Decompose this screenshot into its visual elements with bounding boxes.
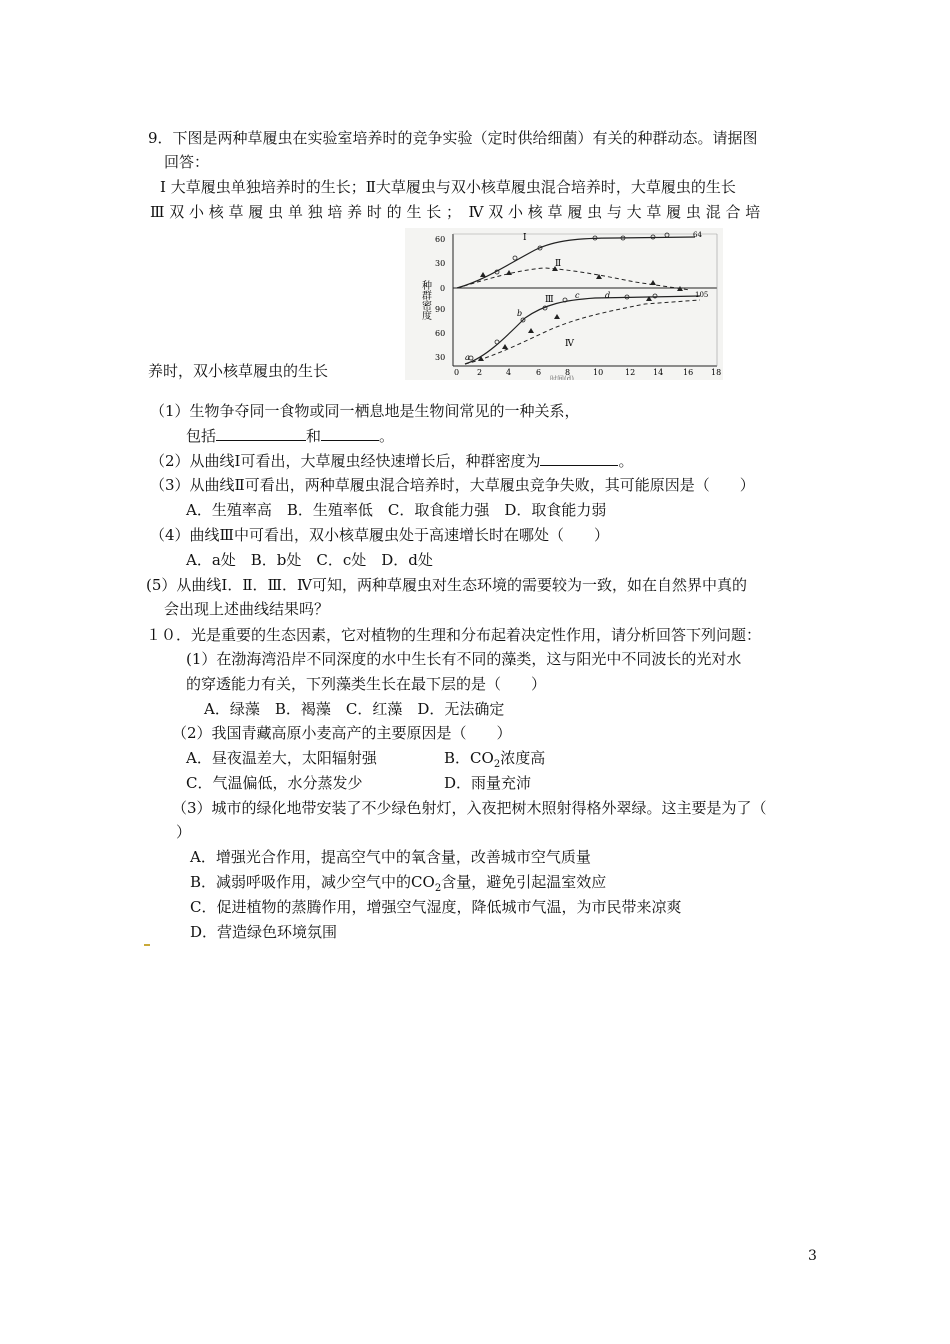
point-label-a: a xyxy=(465,353,470,362)
tick-top-60: 60 xyxy=(435,235,446,244)
tick-bottom-30: 30 xyxy=(435,353,446,362)
q9-sub2-end: 。 xyxy=(618,452,634,470)
q10-part1-line2: 的穿透能力有关，下列藻类生长在最下层的是（ ） xyxy=(186,675,547,693)
tick-top-30: 30 xyxy=(435,259,446,268)
option-text: 浓度高 xyxy=(500,749,546,767)
x-tick: 2 xyxy=(477,368,483,377)
point-label-c: c xyxy=(575,291,580,300)
curve-III-points xyxy=(469,294,657,360)
q9-sub1-line1: （1）生物争夺同一食物或同一栖息地是生物间常见的一种关系， xyxy=(150,402,580,420)
page-number: 3 xyxy=(808,1248,817,1264)
population-graph-svg xyxy=(405,228,723,380)
curve-label-II: Ⅱ xyxy=(555,259,562,269)
x-axis-label: 时间(d) xyxy=(550,375,574,380)
curve-I xyxy=(457,237,695,288)
q9-sub1-end: 。 xyxy=(379,427,395,445)
curve-IV xyxy=(465,300,700,364)
population-graph xyxy=(405,228,723,380)
curve-IV-points xyxy=(478,296,652,361)
q9-sub1-line2 xyxy=(186,424,394,447)
answer-blank[interactable] xyxy=(216,424,306,441)
q9-sub5-line1: (5）从曲线Ⅰ．Ⅱ．Ⅲ．Ⅳ可知，两种草履虫对生态环境的需要较为一致，如在自然界中真的 xyxy=(146,576,747,594)
q10-part1-line1: (1）在渤海湾沿岸不同深度的水中生长有不同的藻类，这与阳光中不同波长的光对水 xyxy=(186,650,742,668)
y-axis-label: 种群密度 xyxy=(419,280,431,320)
q10-part3-line2: ） xyxy=(176,823,192,841)
q10-part2-option-a: A．昼夜温差大，太阳辐射强 xyxy=(186,749,377,767)
x-tick: 12 xyxy=(625,368,636,377)
x-tick: 0 xyxy=(454,368,460,377)
option-text: B．减弱呼吸作用，减少空气中的CO xyxy=(190,873,435,891)
curve-III xyxy=(465,296,700,364)
q9-sub5-line2: 会出现上述曲线结果吗？ xyxy=(164,600,330,618)
q9-sub3-options: A．生殖率高 B．生殖率低 C．取食能力强 D．取食能力弱 xyxy=(186,501,607,519)
q9-intro-line1: 9．下图是两种草履虫在实验室培养时的竞争实验（定时供给细菌）有关的种群动态。请据图 xyxy=(148,129,758,147)
subscript: 2 xyxy=(493,759,501,770)
curve-II xyxy=(457,268,690,290)
q9-sub2-text: （2）从曲线Ⅰ可看出，大草履虫经快速增长后，种群密度为 xyxy=(150,452,541,470)
tick-top-0: 0 xyxy=(440,284,446,293)
answer-blank[interactable] xyxy=(540,449,618,466)
q9-intro-line2: 回答： xyxy=(164,153,210,171)
q10-part3-option-c: C．促进植物的蒸腾作用，增强空气湿度，降低城市气温，为市民带来凉爽 xyxy=(190,898,682,916)
q10-part3-option-d: D．营造绿色环境氛围 xyxy=(190,923,338,941)
x-tick: 6 xyxy=(536,368,542,377)
curve-label-IV: Ⅳ xyxy=(565,339,574,349)
q10-part1-options: A．绿藻 B．褐藻 C．红藻 D．无法确定 xyxy=(204,700,505,718)
q9-sub4: （4）曲线Ⅲ中可看出，双小核草履虫处于高速增长时在哪处（ ） xyxy=(150,526,610,544)
x-tick: 18 xyxy=(711,368,722,377)
x-tick: 4 xyxy=(506,368,512,377)
q9-sub3: （3）从曲线Ⅱ可看出，两种草履虫混合培养时，大草履虫竞争失败，其可能原因是（ ） xyxy=(150,476,755,494)
q9-sub1-and: 和 xyxy=(306,427,322,445)
curve-label-I: Ⅰ xyxy=(523,233,527,243)
q10-part2: （2）我国青藏高原小麦高产的主要原因是（ ） xyxy=(172,724,512,742)
end-value-64: 64 xyxy=(693,231,702,239)
option-text: B．CO xyxy=(444,749,494,767)
option-text: 含量，避免引起温室效应 xyxy=(441,873,607,891)
subscript: 2 xyxy=(434,883,442,894)
point-label-d: d xyxy=(605,291,611,300)
x-tick: 16 xyxy=(683,368,694,377)
answer-blank[interactable] xyxy=(321,424,379,441)
curve-II-points xyxy=(480,266,683,291)
q9-legend-line2: Ⅲ 双 小 核 草 履 虫 单 独 培 养 时 的 生 长 ； Ⅳ 双 小 核 草 履 虫 与 大 草 履 虫 混 合 培 xyxy=(150,203,761,221)
x-tick: 14 xyxy=(653,368,664,377)
point-labels xyxy=(465,291,610,362)
scan-mark xyxy=(144,944,150,946)
tick-bottom-90: 90 xyxy=(435,305,446,314)
x-ticks xyxy=(454,368,721,377)
q10-part3-line1: （3）城市的绿化地带安装了不少绿色射灯，入夜把树木照射得格外翠绿。这主要是为了（ xyxy=(172,799,767,817)
q9-sub1-include: 包括 xyxy=(186,427,217,445)
q10-part3-option-a: A．增强光合作用，提高空气中的氧含量，改善城市空气质量 xyxy=(190,848,591,866)
q9-legend-line3: 养时，双小核草履虫的生长 xyxy=(148,362,329,380)
curve-label-III: Ⅲ xyxy=(545,295,554,305)
q9-legend-line1: Ⅰ 大草履虫单独培养时的生长；Ⅱ大草履虫与双小核草履虫混合培养时，大草履虫的生长 xyxy=(160,178,736,196)
q10-part2-option-c: C．气温偏低，水分蒸发少 xyxy=(186,774,363,792)
point-label-b: b xyxy=(517,309,523,318)
q10-part2-option-d: D．雨量充沛 xyxy=(444,774,532,792)
q10-intro: １０．光是重要的生态因素，它对植物的生理和分布起着决定性作用，请分析回答下列问题： xyxy=(146,626,762,644)
q9-sub2 xyxy=(150,449,634,472)
x-tick: 10 xyxy=(593,368,604,377)
end-value-105: 105 xyxy=(695,291,709,299)
x-tick: 8 xyxy=(565,368,571,377)
tick-bottom-60: 60 xyxy=(435,329,446,338)
q9-sub4-options: A．a处 B．b处 C．c处 D．d处 xyxy=(186,551,433,569)
